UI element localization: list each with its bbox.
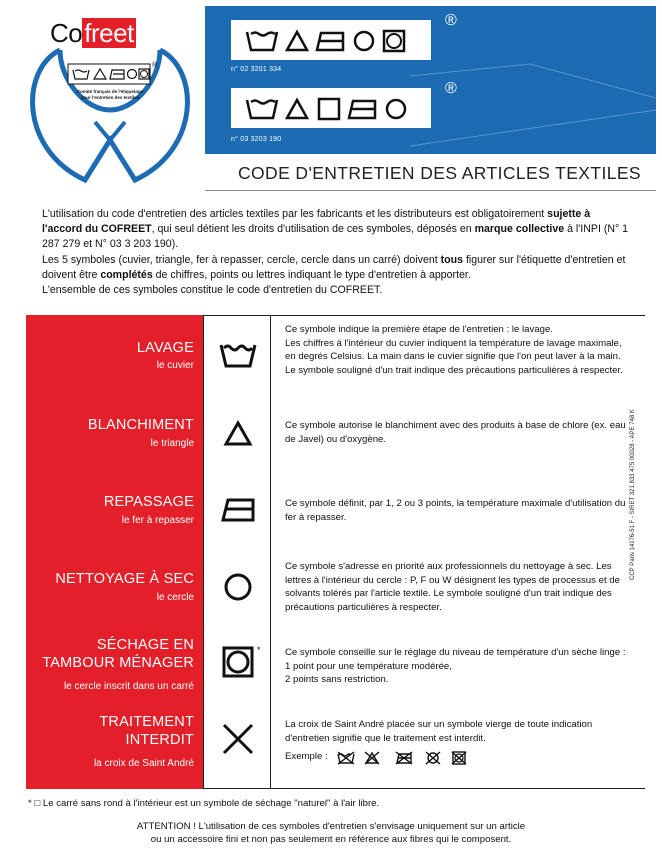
- footnote: * □ Le carré sans rond à l'intérieur est un symbole de séchage "naturel" à l'air libre.: [28, 798, 380, 809]
- row-title-traitement: TRAITEMENT INTERDIT: [99, 714, 194, 748]
- no-dry-clean-icon: [423, 751, 443, 765]
- row-description: Ce symbole définit, par 1, 2 ou 3 points, la température maximale d'utilisation du fer à repasser.: [285, 498, 626, 523]
- divider: [270, 315, 271, 789]
- page-title: CODE D'ENTRETIEN DES ARTICLES TEXTILES: [238, 163, 641, 183]
- circle-icon: [218, 570, 258, 604]
- row-title-sechage: SÉCHAGE EN TAMBOUR MÉNAGER: [42, 637, 194, 671]
- divider: [203, 315, 204, 789]
- registered-mark: ®: [445, 80, 457, 97]
- example-label: Exemple :: [285, 751, 328, 762]
- tumble-dry-icon: [218, 645, 258, 679]
- collar-outline-icon: [0, 40, 205, 190]
- row-description: Ce symbole conseille sur le réglage du niveau de température d'un sèche linge : 1 point pour une température modérée, 2 points sans restriction.: [285, 647, 626, 686]
- trademark-number: n° 02 3201 334: [231, 66, 282, 73]
- row-subtitle: le cuvier: [156, 360, 194, 371]
- divider: [270, 788, 645, 789]
- no-wash-icon: [336, 751, 356, 765]
- attention-note: ATTENTION ! L'utilisation de ces symboles d'entretien s'envisage uniquement sur un article ou un accessoire fini et non pas seulement en référence aux fibres qui le composent.: [136, 821, 526, 845]
- row-title-repassage: REPASSAGE: [103, 494, 194, 510]
- trademark-panel: [205, 6, 656, 154]
- row-subtitle: le triangle: [150, 438, 194, 449]
- row-description: La croix de Saint André placée sur un symbole vierge de toute indication d'entretien signifie que le traitement est interdit.: [285, 719, 593, 744]
- intro-paragraph-2: Les 5 symboles (cuvier, triangle, fer à repasser, cercle, cercle dans un carré) doivent tous figurer sur l'étiquette d'entretien et doivent être complétés de chiffres, points ou lettres indiquant le type d'entretien à apporter.: [42, 253, 626, 281]
- row-subtitle: le cercle: [156, 592, 194, 603]
- no-bleach-icon: [362, 751, 382, 765]
- divider: [205, 190, 656, 191]
- row-title-lavage: LAVAGE: [136, 340, 194, 356]
- row-subtitle: le fer à repasser: [121, 515, 194, 526]
- no-iron-icon: [394, 751, 414, 765]
- footnote-marker: *: [257, 645, 261, 655]
- row-description: Ce symbole s'adresse en priorité aux professionnels du nettoyage à sec. Les lettres à l'intérieur du cercle : P, F ou W désignent les types de processus et de solvants tolérés par l'article textile. Le symbole souligné d'un trait indique des précautions particulières à respecter.: [285, 561, 620, 613]
- iron-icon: [218, 494, 258, 524]
- intro-paragraph-3: L'ensemble de ces symboles constitue le code d'entretien du COFREET.: [42, 284, 383, 297]
- trademark-number: n° 03 3203 190: [231, 136, 282, 143]
- triangle-icon: [218, 418, 258, 448]
- trademark-symbols-1: [231, 20, 431, 60]
- logo-wordmark: Cofreet: [50, 18, 134, 48]
- divider: [270, 315, 645, 316]
- logo-org-name: Comité français de l'étiquetage pour l'entretien des textiles: [76, 89, 144, 100]
- row-description: Ce symbole indique la première étape de l'entretien : le lavage. Les chiffres à l'intérieur du cuvier indiquent la température de lavage maximale, en degrés Celsius. La main dans le cuvier signifie que l'on peut laver à la main. Le symbole souligné d'un trait indique des précautions particulières à respecter.: [285, 324, 623, 376]
- no-tumble-dry-icon: [449, 751, 469, 765]
- row-title-blanchiment: BLANCHIMENT: [87, 417, 194, 433]
- logo-registered-mark: ®: [152, 62, 158, 69]
- intro-text: [42, 207, 632, 298]
- legal-side-text: CCP Paris 14176-51 F - SIRET 321 833 475 00028 - APE 748 K: [630, 409, 636, 580]
- saint-andrew-cross-icon: [218, 722, 258, 756]
- symbol-column: [203, 315, 270, 789]
- row-subtitle: le cercle inscrit dans un carré: [63, 681, 194, 692]
- registered-mark: ®: [445, 12, 457, 29]
- cofreet-logo: [0, 0, 205, 190]
- row-title-nettoyage: NETTOYAGE À SEC: [55, 571, 194, 587]
- row-subtitle: la croix de Saint André: [93, 758, 194, 769]
- trademark-symbols-2: [231, 88, 431, 128]
- row-description: Ce symbole autorise le blanchiment avec des produits à base de chlore (ex. eau de Javel) ou d'oxygène.: [285, 420, 626, 445]
- intro-paragraph-1: L'utilisation du code d'entretien des articles textiles par les fabricants et les distributeurs est obligatoirement sujette à l'accord du COFREET, qui seul détient les droits d'utilisation de ces symboles, déposés en marque collective à l'INPI (N° 1 287 279 et N° 03 3 203 190).: [42, 208, 629, 251]
- washtub-icon: [218, 340, 258, 370]
